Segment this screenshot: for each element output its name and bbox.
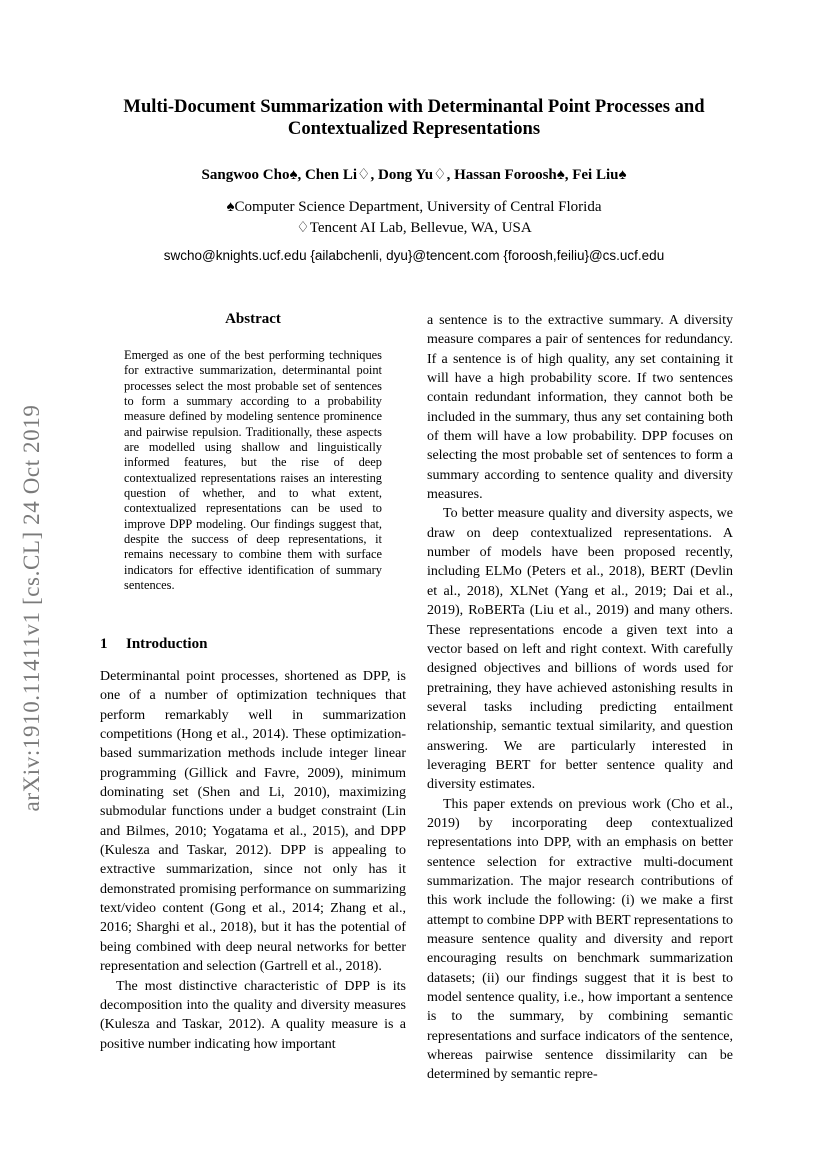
paragraph: To better measure quality and diversity aspects, we draw on deep contextualized representations. A number of models have been proposed recently, including ELMo (Peters et al., 2018), BERT (Devlin et al., 2018), XLNet (Yang et al., 2019; Dai et al., 2019), RoBERTa (Liu et al., 2019) and many others. These representations encode a given text into a vector based on left and right context. With carefully designed objectives and billions of words used for pretraining, they have achieved astonishing results in several tasks including predicting entailment relationship, semantic textual similarity, and question answering. We are particularly interested in leveraging BERT for better sentence quality and diversity estimates. xyxy=(427,506,733,793)
section-number: 1 xyxy=(100,636,108,652)
section-heading xyxy=(100,636,207,653)
section-title: Introduction xyxy=(126,636,208,652)
affiliation-ucf: ♠Computer Science Department, University of Central Florida xyxy=(226,199,602,215)
title-line-2: Contextualized Representations xyxy=(287,118,541,139)
paragraph: Determinantal point processes, shortened as DPP, is one of a number of optimization techniques that perform remarkably well in summarization competitions (Hong et al., 2014). These optimization-based summarization methods include integer linear programming (Gillick and Favre, 2009), minimum dominating set (Shen and Li, 2010), maximizing submodular functions under a budget constraint (Lin and Bilmes, 2010; Yogatama et al., 2015), and DPP (Kulesza and Taskar, 2012). DPP is appealing to extractive summarization, since not only has it demonstrated promising performance on summarizing text/video content (Gong et al., 2014; Zhang et al., 2016; Sharghi et al., 2018), but it has the potential of being combined with deep neural networks for better representation and selection (Gartrell et al., 2018). xyxy=(100,669,406,975)
authors: Sangwoo Cho♠, Chen Li♢, Dong Yu♢, Hassan Foroosh♠, Fei Liu♠ xyxy=(201,167,627,183)
paragraph: The most distinctive characteristic of DPP is its decomposition into the quality and diversity measures (Kulesza and Taskar, 2012). A quality measure is a positive number indicating how important xyxy=(100,978,406,1052)
paragraph: This paper extends on previous work (Cho et al., 2019) by incorporating deep contextualized representations into DPP, with an emphasis on better sentence selection for extractive multi-document summarization. The major research contributions of this work include the following: (i) we make a first attempt to combine DPP with BERT representations to measure sentence quality and diversity and report encouraging results on benchmark summarization datasets; (ii) our findings suggest that it is best to model sentence quality, i.e., how important a sentence is to the summary, by combining semantic representations and surface indicators of the sentence, whereas pairwise sentence dissimilarity can be determined by semantic repre- xyxy=(427,796,733,1083)
abstract-heading: Abstract xyxy=(225,311,281,327)
right-column xyxy=(427,311,733,1085)
abstract-text: Emerged as one of the best performing techniques for extractive summarization, determinantal point processes select the most probable set of sentences to form a summary according to a probability measure defined by modeling sentence prominence and pairwise repulsion. Traditionally, these aspects are modelled using shallow and linguistically informed features, but the rise of deep contextualized representations raises an interesting question of whether, and to what extent, contextualized representations can be used to improve DPP modeling. Our findings suggest that, despite the success of deep representations, it remains necessary to combine them with surface indicators for effective identification of summary sentences. xyxy=(124,348,382,593)
arxiv-stamp xyxy=(14,360,50,855)
left-column xyxy=(100,667,406,1054)
arxiv-stamp-text: arXiv:1910.11411v1 [cs.CL] 24 Oct 2019 xyxy=(19,404,44,811)
title-line-1: Multi-Document Summarization with Determinantal Point Processes and xyxy=(123,96,705,117)
paragraph: a sentence is to the extractive summary. A diversity measure compares a pair of sentences for redundancy. If a sentence is of high quality, any set containing it will have a high probability score. If two sentences contain redundant information, they cannot both be included in the summary, thus any set containing both of them will have a low probability. DPP focuses on selecting the most probable set of sentences to form a summary according to sentence quality and diversity measures. xyxy=(427,313,733,503)
paper-title xyxy=(0,96,828,140)
affiliation-tencent: ♢Tencent AI Lab, Bellevue, WA, USA xyxy=(296,220,532,236)
author-emails: swcho@knights.ucf.edu {ailabchenli, dyu}@tencent.com {foroosh,feiliu}@cs.ucf.edu xyxy=(163,248,665,263)
